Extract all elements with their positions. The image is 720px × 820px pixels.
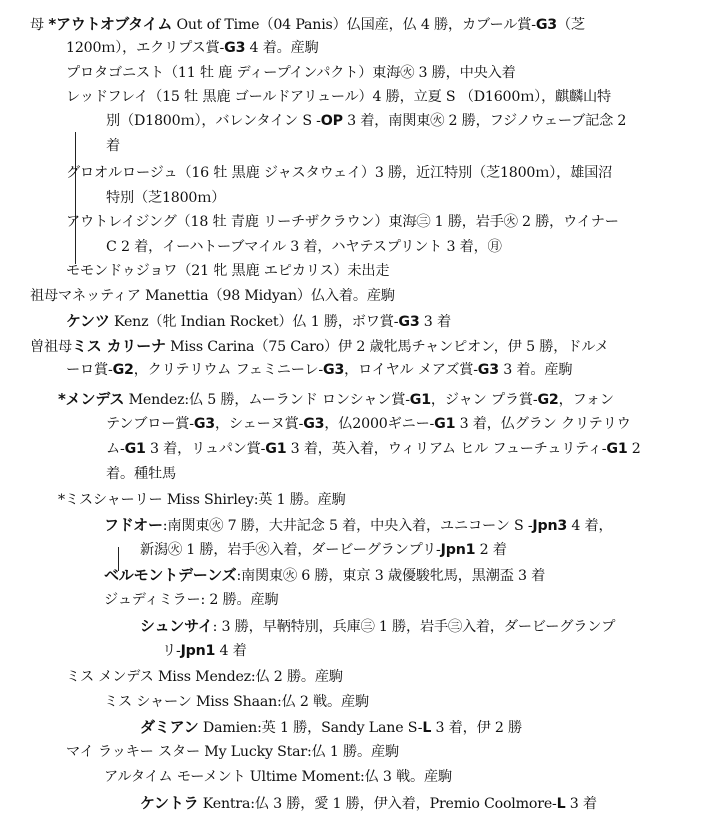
- offspring-line: レッドフレイ（15 牡 黒鹿 ゴールドアリュール）4 勝，立夏 S （D1600ｍ），麒麟山特: [66, 89, 612, 105]
- text-line: 着。種牡馬: [106, 466, 176, 482]
- grade-label: G3: [193, 416, 215, 432]
- text-line: 別（D1800ｍ），バレンタイン S -OP 3 着，南関東㊋ 2 勝，フジノウェーブ記念 2: [106, 113, 627, 129]
- offspring-line: マイ ラッキー スター My Lucky Star:仏 1 勝。産駒: [66, 744, 399, 760]
- offspring-line: *メンデス Mendez:仏 5 勝，ムーランド ロンシャン賞-G1，ジャン プラ賞-G2，フォン: [58, 390, 614, 408]
- grade-label: G3: [477, 362, 499, 378]
- dam-line: 母 *アウトオブタイム Out of Time（04 Panis）仏国産，仏 4 勝，カブール賞-G3（芝: [30, 15, 585, 33]
- grade-label: G1: [606, 441, 628, 457]
- horse-name: シュンサイ: [140, 617, 213, 635]
- grade-label: L: [556, 796, 566, 812]
- offspring-line: モモンドゥジョワ（21 牝 黒鹿 エピカリス）未出走: [66, 263, 390, 279]
- family-bracket-line: [75, 132, 76, 264]
- horse-name: ミス カリーナ: [71, 337, 166, 355]
- offspring-line: ダミアン Damien:英 1 勝，Sandy Lane S-L 3 着，伊 2 勝: [140, 718, 523, 736]
- grade-label: Jpn3: [532, 518, 568, 534]
- grade-label: L: [422, 720, 432, 736]
- offspring-line: ミス メンデス Miss Mendez:仏 2 勝。産駒: [66, 669, 343, 685]
- text-line: テンブロー賞-G3，シェーヌ賞-G3，仏2000ギニー-G1 3 着，仏グラン クリテリウ: [106, 416, 631, 432]
- offspring-line: ベルモントデーンズ:南関東㊋ 6 勝，東京 3 歳優駿牝馬，黒潮盃 3 着: [104, 566, 546, 584]
- grade-label: Jpn1: [440, 542, 476, 558]
- great-granddam-line: 曽祖母ミス カリーナ Miss Carina（75 Caro）伊 2 歳牝馬チャンピオン，伊 5 勝，ドルメ: [30, 337, 609, 355]
- horse-name: ケンツ: [66, 312, 110, 330]
- grade-label: G1: [124, 441, 146, 457]
- granddam-line: 祖母マネッティア Manettia（98 Midyan）仏入着。産駒: [30, 288, 395, 304]
- grade-label: G1: [434, 416, 456, 432]
- text-line: 着: [106, 138, 120, 154]
- grade-label: G2: [112, 362, 134, 378]
- offspring-line: アルタイム モーメント Ultime Moment:仏 3 戦。産駒: [104, 769, 453, 785]
- text-line: ーロ賞-G2，クリテリウム フェミニーレ-G3，ロイヤル メアズ賞-G3 3 着。産駒: [66, 362, 573, 378]
- horse-name: アウトオブタイム: [55, 15, 173, 33]
- offspring-line: ケンツ Kenz（牝 Indian Rocket）仏 1 勝，ボワ賞-G3 3 着: [66, 312, 451, 330]
- grade-label: G3: [323, 362, 345, 378]
- horse-name: ベルモントデーンズ: [104, 566, 237, 584]
- grade-label: G2: [537, 392, 559, 408]
- horse-name: ケントラ: [140, 794, 199, 812]
- grade-label: OP: [320, 113, 343, 129]
- text-line: 1200ｍ），エクリプス賞-G3 4 着。産駒: [66, 40, 319, 56]
- offspring-line: ジュディミラー: 2 勝。産駒: [104, 592, 279, 608]
- offspring-line: フドオー:南関東㊋ 7 勝，大井記念 5 着，中央入着，ユニコーン S -Jpn3 4 着，: [104, 516, 613, 534]
- horse-name: メンデス: [65, 390, 125, 408]
- text-line: ム-G1 3 着，リュパン賞-G1 3 着，英入着，ウィリアム ヒル フューチュリティ-G1 2: [106, 441, 641, 457]
- grade-label: G3: [303, 416, 325, 432]
- grade-label: G3: [398, 314, 420, 330]
- text-line: C 2 着，イーハトーブマイル 3 着，ハヤテスプリント 3 着，㊊: [106, 239, 502, 255]
- offspring-line: ミス シャーン Miss Shaan:仏 2 戦。産駒: [104, 694, 369, 710]
- grade-label: G1: [409, 392, 431, 408]
- offspring-line: アウトレイジング（18 牡 青鹿 リーチザクラウン）東海㊂ 1 勝，岩手㊋ 2 勝，ウイナー: [66, 214, 619, 230]
- text-line: 新潟㊋ 1 勝，岩手㊋入着，ダービーグランプリ-Jpn1 2 着: [140, 542, 507, 558]
- offspring-line: ケントラ Kentra:仏 3 勝，愛 1 勝，伊入着，Premio Coolmore-L 3 着: [140, 794, 597, 812]
- grade-label: Jpn1: [180, 643, 216, 659]
- text-line: 特別（芝1800ｍ）: [106, 190, 226, 206]
- grade-label: G3: [224, 40, 246, 56]
- horse-name: ダミアン: [140, 718, 199, 736]
- horse-name: フドオー: [104, 516, 163, 534]
- text-line: リ-Jpn1 4 着: [162, 643, 247, 659]
- grade-label: G3: [535, 17, 557, 33]
- offspring-line: グロオルロージュ（16 牡 黒鹿 ジャスタウェイ）3 勝，近江特別（芝1800ｍ），雄国沼: [66, 165, 613, 181]
- offspring-line: *ミスシャーリー Miss Shirley:英 1 勝。産駒: [58, 492, 346, 508]
- offspring-line: プロタゴニスト（11 牡 鹿 ディープインパクト）東海㊋ 3 勝，中央入着: [66, 65, 516, 81]
- grade-label: G1: [265, 441, 287, 457]
- offspring-line: シュンサイ: 3 勝，早鞆特別，兵庫㊂ 1 勝，岩手㊂入着，ダービーグランプ: [140, 617, 616, 635]
- dam-label: 母: [30, 17, 44, 33]
